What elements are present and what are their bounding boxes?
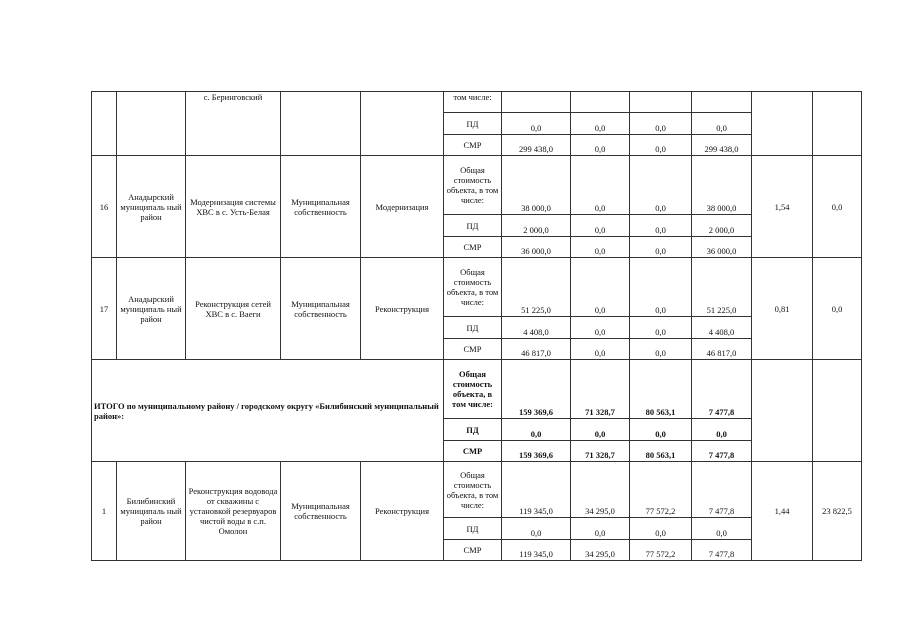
- pd-label-cell: ПД: [444, 215, 502, 237]
- ratio-cell: 1,54: [752, 156, 813, 258]
- value-cell: 0,0: [692, 419, 752, 441]
- ratio-cell: 0,81: [752, 258, 813, 360]
- district-cell: Анадырский муниципаль ный район: [117, 156, 186, 258]
- smr-label-cell: СМР: [444, 237, 502, 258]
- value-cell: 7 477,8: [692, 360, 752, 419]
- district-cell: Анадырский муниципаль ный район: [117, 258, 186, 360]
- value-cell: 7 477,8: [692, 540, 752, 561]
- value-cell: 0,0: [630, 419, 692, 441]
- value-cell: 34 295,0: [571, 540, 630, 561]
- ownership-cell: Муниципальная собственность: [281, 156, 361, 258]
- extra-cell: 0,0: [813, 156, 862, 258]
- value-cell: 299 438,0: [692, 135, 752, 156]
- value-cell: 0,0: [630, 113, 692, 135]
- smr-label-cell: СМР: [444, 540, 502, 561]
- value-cell: 159 369,6: [502, 441, 571, 462]
- object-cell: с. Беринговский: [186, 92, 281, 156]
- value-cell: 4 408,0: [502, 317, 571, 339]
- value-cell: 2 000,0: [502, 215, 571, 237]
- extra-cell: [813, 360, 862, 462]
- table-row: [92, 258, 862, 317]
- value-cell: 51 225,0: [502, 258, 571, 317]
- value-cell: 0,0: [692, 113, 752, 135]
- cost-label-cell: Общая стоимость объекта, в том числе:: [444, 156, 502, 215]
- value-cell: 0,0: [571, 339, 630, 360]
- value-cell: 71 328,7: [571, 360, 630, 419]
- work-type-cell: [361, 92, 444, 156]
- value-cell: 0,0: [630, 135, 692, 156]
- value-cell: 38 000,0: [502, 156, 571, 215]
- value-cell: 0,0: [571, 317, 630, 339]
- work-type-cell: Реконструкция: [361, 462, 444, 561]
- ownership-cell: Муниципальная собственность: [281, 462, 361, 561]
- ratio-cell: [752, 360, 813, 462]
- value-cell: 0,0: [571, 518, 630, 540]
- value-cell: 0,0: [630, 339, 692, 360]
- value-cell: 2 000,0: [692, 215, 752, 237]
- work-type-cell: Модернизация: [361, 156, 444, 258]
- value-cell: 0,0: [571, 156, 630, 215]
- value-cell: 119 345,0: [502, 462, 571, 518]
- extra-cell: [813, 92, 862, 156]
- value-cell: 77 572,2: [630, 540, 692, 561]
- value-cell: 299 438,0: [502, 135, 571, 156]
- value-cell: 0,0: [692, 518, 752, 540]
- row-number-cell: [92, 92, 117, 156]
- itogo-title-cell: ИТОГО по муниципальному району / городскому округу «Билибинский муниципальный район»:: [92, 360, 444, 462]
- value-cell: 36 000,0: [692, 237, 752, 258]
- value-cell: 80 563,1: [630, 441, 692, 462]
- ratio-cell: [752, 92, 813, 156]
- table-row: [92, 360, 862, 419]
- object-cell: Реконструкция сетей ХВС в с. Ваеги: [186, 258, 281, 360]
- value-cell: 0,0: [571, 215, 630, 237]
- ownership-cell: Муниципальная собственность: [281, 258, 361, 360]
- value-cell: 38 000,0: [692, 156, 752, 215]
- value-cell: 80 563,1: [630, 360, 692, 419]
- value-cell: 0,0: [630, 156, 692, 215]
- value-cell: 46 817,0: [692, 339, 752, 360]
- row-number-cell: 16: [92, 156, 117, 258]
- extra-cell: 0,0: [813, 258, 862, 360]
- smr-label-cell: СМР: [444, 135, 502, 156]
- table-row: [92, 92, 862, 113]
- pd-label-cell: ПД: [444, 317, 502, 339]
- cost-label-cell: Общая стоимость объекта, в том числе:: [444, 462, 502, 518]
- value-cell: 0,0: [571, 135, 630, 156]
- pd-label-cell: ПД: [444, 518, 502, 540]
- value-cell: 0,0: [630, 317, 692, 339]
- cost-label-cell: Общая стоимость объекта, в том числе:: [444, 258, 502, 317]
- row-number-cell: 1: [92, 462, 117, 561]
- value-cell: 119 345,0: [502, 540, 571, 561]
- value-cell: 0,0: [571, 113, 630, 135]
- value-cell: 51 225,0: [692, 258, 752, 317]
- value-cell: 159 369,6: [502, 360, 571, 419]
- object-cell: Реконструкция водовода от скважины с установкой резервуаров чистой воды в с.п. Омолон: [186, 462, 281, 561]
- value-cell: [630, 92, 692, 113]
- ratio-cell: 1,44: [752, 462, 813, 561]
- value-cell: 0,0: [630, 258, 692, 317]
- investment-table: [91, 91, 862, 561]
- table-row: [92, 462, 862, 518]
- value-cell: 0,0: [630, 215, 692, 237]
- value-cell: 71 328,7: [571, 441, 630, 462]
- extra-cell: 23 822,5: [813, 462, 862, 561]
- value-cell: 7 477,8: [692, 462, 752, 518]
- value-cell: [692, 92, 752, 113]
- value-cell: [571, 92, 630, 113]
- smr-label-cell: СМР: [444, 339, 502, 360]
- value-cell: 0,0: [502, 518, 571, 540]
- value-cell: 46 817,0: [502, 339, 571, 360]
- pd-label-cell: ПД: [444, 419, 502, 441]
- value-cell: 0,0: [630, 518, 692, 540]
- pd-label-cell: ПД: [444, 113, 502, 135]
- work-type-cell: Реконструкция: [361, 258, 444, 360]
- value-cell: [502, 92, 571, 113]
- value-cell: 0,0: [630, 237, 692, 258]
- value-cell: 0,0: [502, 419, 571, 441]
- object-cell: Модернизация системы ХВС в с. Усть-Белая: [186, 156, 281, 258]
- row-number-cell: 17: [92, 258, 117, 360]
- cost-label-cell: Общая стоимость объекта, в том числе:: [444, 360, 502, 419]
- value-cell: 0,0: [571, 237, 630, 258]
- value-cell: 4 408,0: [692, 317, 752, 339]
- value-cell: 7 477,8: [692, 441, 752, 462]
- district-cell: [117, 92, 186, 156]
- district-cell: Билибинский муниципаль ный район: [117, 462, 186, 561]
- cost-label-cell: том числе:: [444, 92, 502, 113]
- ownership-cell: [281, 92, 361, 156]
- value-cell: 36 000,0: [502, 237, 571, 258]
- value-cell: 0,0: [571, 258, 630, 317]
- smr-label-cell: СМР: [444, 441, 502, 462]
- value-cell: 77 572,2: [630, 462, 692, 518]
- value-cell: 0,0: [502, 113, 571, 135]
- value-cell: 34 295,0: [571, 462, 630, 518]
- table-row: [92, 156, 862, 215]
- value-cell: 0,0: [571, 419, 630, 441]
